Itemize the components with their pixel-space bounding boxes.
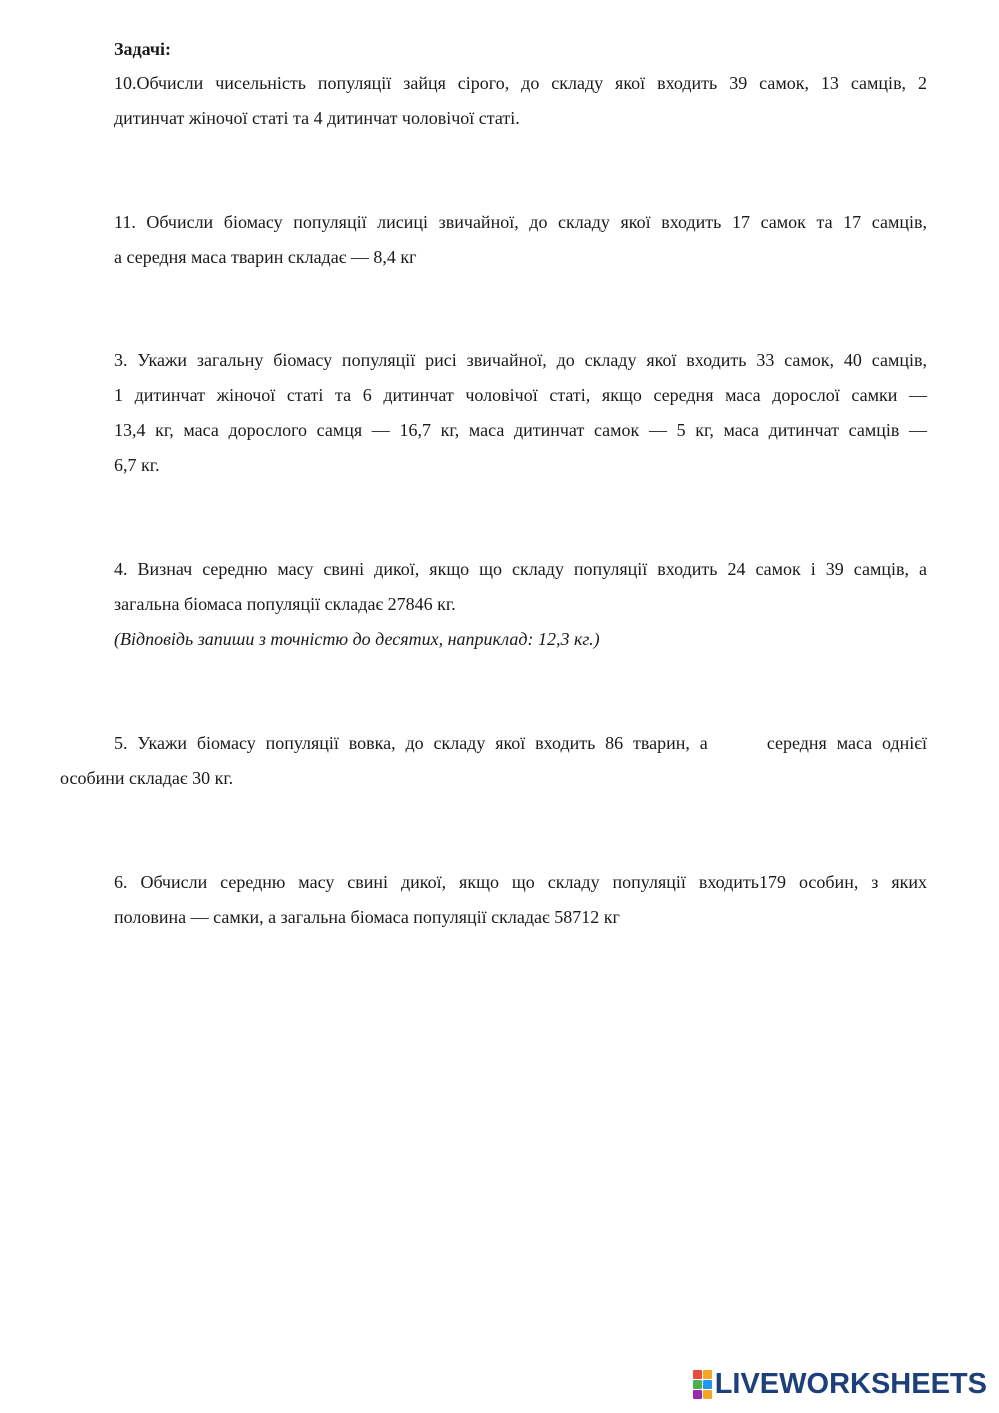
liveworksheets-logo-icon [693,1370,712,1399]
task-4 [114,552,927,657]
task-6-line-2: половина — самки, а загальна біомаса популяції складає 58712 кг [114,907,620,927]
task-11 [114,205,927,275]
task-3-line-2: 1 дитинчат жіночої статі та 6 дитинчат чоловічої статі, якщо середня маса дорослої самки — [114,385,927,405]
task-4-note: (Відповідь запиши з точністю до десятих, наприклад: 12,3 кг.) [114,629,600,649]
task-10-line-2: дитинчат жіночої статі та 4 дитинчат чоловічої статі. [114,108,520,128]
liveworksheets-logo-text: LIVEWORKSHEETS [714,1368,987,1400]
task-4-line-2: загальна біомаса популяції складає 27846 кг. [114,594,456,614]
task-5-line-1: 5. Укажи біомасу популяції вовка, до складу якої входить 86 тварин, а середня маса однієї [114,733,927,753]
task-5 [60,726,927,796]
task-10-line-1: 10.Обчисли чисельність популяції зайця сірого, до складу якої входить 39 самок, 13 самців, 2 [114,73,927,93]
task-11-line-1: 11. Обчисли біомасу популяції лисиці звичайної, до складу якої входить 17 самок та 17 самців, [114,212,927,232]
task-3-line-1: 3. Укажи загальну біомасу популяції рисі звичайної, до складу якої входить 33 самок, 40 самців, [114,350,927,370]
task-5-line-2: особини складає 30 кг. [60,768,234,788]
task-6 [114,865,927,935]
task-4-line-1: 4. Визнач середню масу свині дикої, якщо що складу популяції входить 24 самок і 39 самців, а [114,559,927,579]
task-3-line-4: 6,7 кг. [114,455,160,475]
tasks-heading: Задачі: [114,39,172,59]
task-3-line-3: 13,4 кг, маса дорослого самця — 16,7 кг, маса дитинчат самок — 5 кг, маса дитинчат самців — [114,420,927,440]
task-6-line-1: 6. Обчисли середню масу свині дикої, якщо що складу популяції входить179 особин, з яких [114,872,927,892]
liveworksheets-logo [693,1369,987,1399]
task-10 [114,66,927,136]
task-3 [114,343,927,483]
task-11-line-2: а середня маса тварин складає — 8,4 кг [114,247,417,267]
